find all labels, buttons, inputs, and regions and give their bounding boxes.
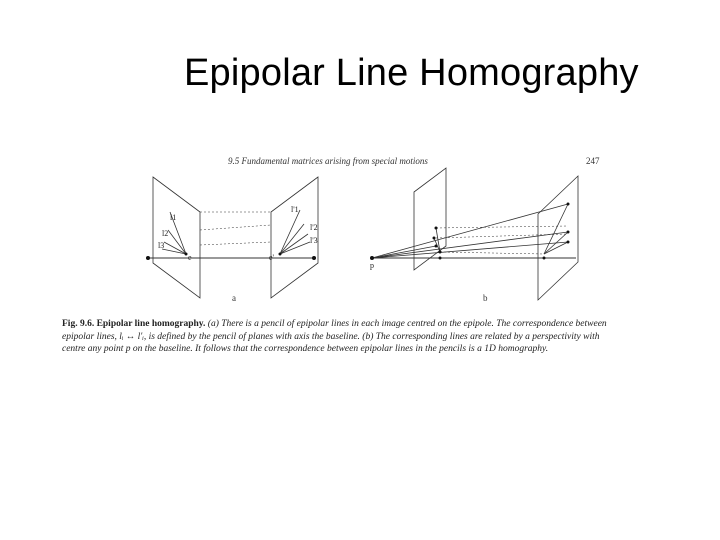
epipole-b-left bbox=[439, 251, 442, 254]
figure-header: 9.5 Fundamental matrices arising from special motions bbox=[228, 156, 428, 166]
camera-center-right bbox=[312, 256, 316, 260]
label-l2-prime: l'2 bbox=[310, 223, 318, 232]
label-l3: l3 bbox=[158, 241, 165, 250]
label-l2: l2 bbox=[162, 229, 169, 238]
panel-a-points bbox=[146, 253, 316, 261]
line-point-1 bbox=[435, 227, 438, 230]
label-l3-prime: l'3 bbox=[310, 236, 318, 245]
left-image-plane-b bbox=[414, 168, 446, 270]
line-point-5 bbox=[567, 231, 570, 234]
left-image-plane bbox=[153, 177, 200, 298]
panel-a bbox=[146, 177, 318, 298]
panel-a-sublabel: a bbox=[232, 293, 236, 303]
line-point-3 bbox=[435, 245, 438, 248]
figure-caption bbox=[62, 318, 608, 356]
camera-center-right-b bbox=[543, 257, 546, 260]
label-l1: l1 bbox=[170, 213, 177, 222]
label-p: p bbox=[370, 261, 374, 270]
epipole-e-prime bbox=[279, 253, 282, 256]
slide-title: Epipolar Line Homography bbox=[184, 52, 639, 94]
label-l1-prime: l'1 bbox=[291, 205, 299, 214]
point-p bbox=[370, 256, 374, 260]
caption-body: (a) There is a pencil of epipolar lines in each image centred on the epipole. The correspondence between epipolar lines, lᵢ ↔ l'ᵢ, is defined by the pencil of planes with axis the baseline. (b) The corresponding lines are related by a perspectivity with centre any point p on the baseline. It follows that the correspondence between epipolar lines in the pencils is a 1D homography. bbox=[62, 319, 607, 354]
panel-b bbox=[372, 168, 578, 300]
line-point-6 bbox=[567, 241, 570, 244]
right-image-plane-b bbox=[538, 176, 578, 300]
label-e-prime: e' bbox=[269, 253, 274, 262]
page-number: 247 bbox=[586, 156, 600, 166]
line-point-4 bbox=[567, 203, 570, 206]
caption-lead: Fig. 9.6. Epipolar line homography. bbox=[62, 319, 206, 329]
panel-b-sublabel: b bbox=[483, 293, 488, 303]
camera-center-left-b bbox=[439, 257, 442, 260]
line-point-2 bbox=[433, 237, 436, 240]
camera-center-left bbox=[146, 256, 150, 260]
label-e: e bbox=[188, 253, 192, 262]
